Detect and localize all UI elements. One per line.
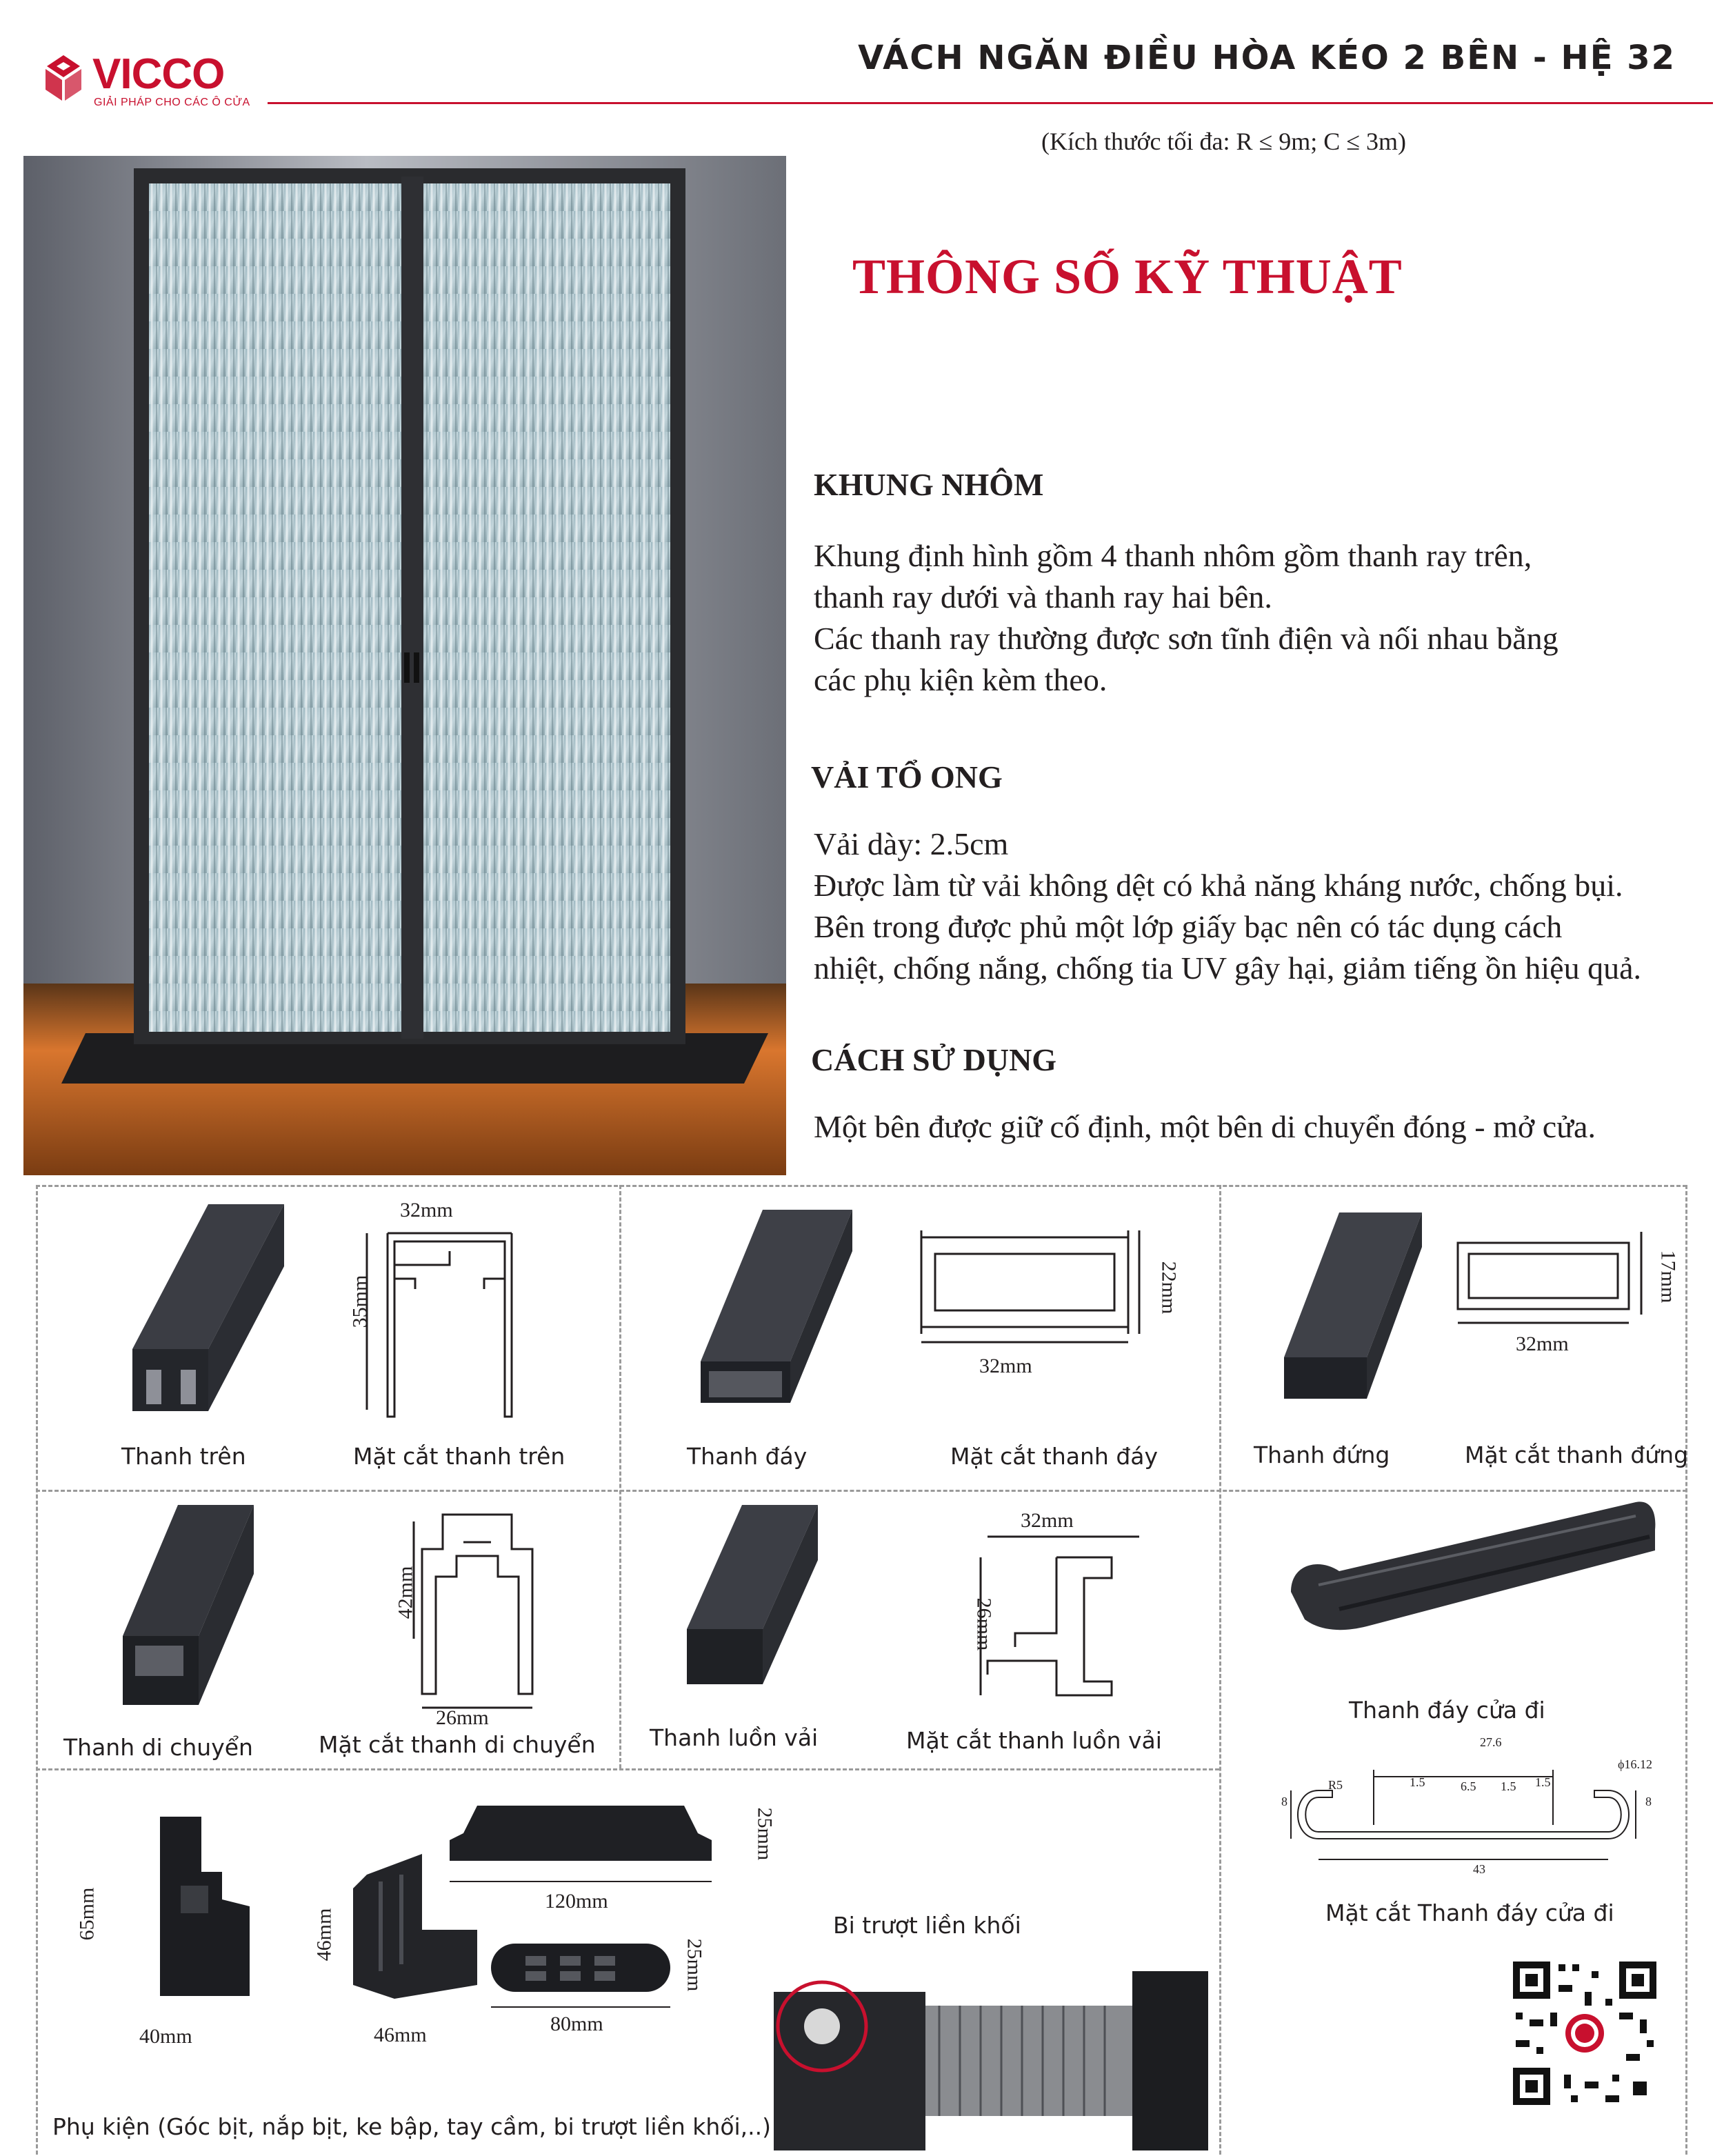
frame-line: Các thanh ray thường được sơn tĩnh điện và nối nhau bằng [814,621,1558,656]
handle-height-dim: 25mm [753,1807,776,1861]
door-total-dim: 43 [1473,1862,1485,1876]
threading-rail-photo [666,1498,839,1705]
corner-cap-photo [119,1803,284,2024]
section-title-usage: CÁCH SỬ DỤNG [811,1042,1057,1077]
top-height-dim: 35mm [348,1275,372,1328]
corner-height-dim: 65mm [75,1887,99,1941]
moving-rail-label: Thanh di chuyển [63,1734,253,1761]
handle-photo [436,1792,725,1888]
grid-line [36,1185,38,2155]
threading-width-dim: 32mm [1021,1509,1074,1532]
fabric-line: Vải dày: 2.5cm [814,826,1009,861]
fabric-line: nhiệt, chống nắng, chống tia UV gây hại, giảm tiếng ồn hiệu quả. [814,950,1641,986]
accessories-caption: Phụ kiện (Góc bịt, nắp bịt, ke bập, tay cầm, bi trượt liền khối,..) [52,2113,772,2140]
bottom-rail-section-drawing [912,1224,1146,1348]
bottom-rail-photo [687,1203,866,1410]
section-body-frame [814,535,1558,701]
max-size-note: (Kích thước tối đa: R ≤ 9m; C ≤ 3m) [1041,128,1407,155]
moving-width-dim: 26mm [436,1706,489,1729]
frame-line: các phụ kiện kèm theo. [814,662,1107,697]
roller-label: Bi trượt liền khối [833,1912,1021,1939]
grid-line [619,1185,621,1768]
door-gap3-dim: 1.5 [1535,1775,1551,1789]
handle-width-dim: 120mm [545,1890,608,1913]
door-gap1-dim: 1.5 [1410,1775,1425,1789]
partition-photo [23,156,786,1175]
vertical-height-dim: 17mm [1656,1250,1680,1304]
top-rail-label: Thanh trên [121,1443,246,1470]
brand-name: VICCO [92,50,225,98]
top-rail-photo [105,1197,298,1418]
vertical-width-dim: 32mm [1516,1332,1569,1355]
specs-heading: THÔNG SỐ KỸ THUẬT [852,249,1403,304]
bottom-rail-label: Thanh đáy [687,1443,808,1470]
threading-rail-label: Thanh luồn vải [650,1724,819,1751]
section-body-fabric [814,824,1641,989]
section-title-fabric: VẢI TỔ ONG [811,759,1003,795]
threading-rail-section-label: Mặt cắt thanh luồn vải [906,1727,1162,1754]
door-bottom-rail-photo [1277,1488,1663,1647]
section-body-usage [814,1106,1596,1148]
slider-plate-photo [484,1930,705,2013]
door-right-dim: 8 [1645,1795,1652,1808]
door-bottom-section-label: Mặt cắt Thanh đáy cửa đi [1325,1899,1614,1926]
grid-line [1685,1185,1687,2155]
vertical-rail-label: Thanh đứng [1254,1441,1390,1468]
frame-line: thanh ray dưới và thanh ray hai bên. [814,579,1272,615]
top-width-dim: 32mm [400,1199,453,1221]
grid-line [1219,1185,1221,2155]
roller-photo [760,1964,1215,2150]
cap-height-dim: 46mm [312,1908,336,1962]
usage-line: Một bên được giữ cố định, một bên di chuyển đóng - mở cửa. [814,1109,1596,1144]
fabric-line: Bên trong được phủ một lớp giấy bạc nên có tác dụng cách [814,909,1563,944]
moving-rail-photo [95,1498,274,1719]
brand-tagline: GIẢI PHÁP CHO CÁC Ô CỬA [94,97,250,108]
page-title: VÁCH NGĂN ĐIỀU HÒA KÉO 2 BÊN - HỆ 32 [858,39,1676,77]
title-divider [268,102,1713,104]
technical-grid [36,1185,1688,2156]
vertical-rail-photo [1263,1206,1443,1406]
door-left-dim: 8 [1281,1795,1287,1808]
fabric-line: Được làm từ vải không dệt có khả năng kháng nước, chống bụi. [814,868,1623,903]
slider-width-dim: 80mm [550,2013,603,2035]
qr-code-icon [1509,1957,1661,2109]
door-bottom-section-drawing [1277,1735,1663,1887]
grid-line [36,1768,1219,1770]
corner-width-dim: 40mm [139,2025,192,2048]
door-bottom-rail-label: Thanh đáy cửa đi [1349,1697,1545,1724]
cap-width-dim: 46mm [374,2024,427,2046]
door-mid-dim: 6.5 [1461,1779,1476,1793]
section-title-frame: KHUNG NHÔM [814,467,1044,502]
moving-rail-section-drawing [394,1501,574,1721]
threading-height-dim: 26mm [972,1597,996,1651]
bottom-rail-section-label: Mặt cắt thanh đáy [950,1443,1159,1470]
vertical-rail-section-label: Mặt cắt thanh đứng [1465,1441,1689,1468]
frame-line: Khung định hình gồm 4 thanh nhôm gồm thanh ray trên, [814,538,1532,573]
door-top-dim: 27.6 [1480,1735,1502,1749]
door-r-dim: R5 [1328,1778,1343,1792]
moving-rail-section-label: Mặt cắt thanh di chuyển [319,1731,596,1758]
door-gap2-dim: 1.5 [1501,1779,1516,1793]
grid-line [36,1185,1687,1187]
moving-height-dim: 42mm [394,1566,417,1619]
bottom-width-dim: 32mm [979,1355,1032,1377]
vertical-rail-section-drawing [1447,1225,1654,1328]
slider-height-dim: 25mm [683,1938,706,1992]
bottom-height-dim: 22mm [1157,1261,1181,1315]
top-rail-section-label: Mặt cắt thanh trên [353,1443,565,1470]
door-radius-dim: ϕ16.12 [1618,1757,1652,1771]
